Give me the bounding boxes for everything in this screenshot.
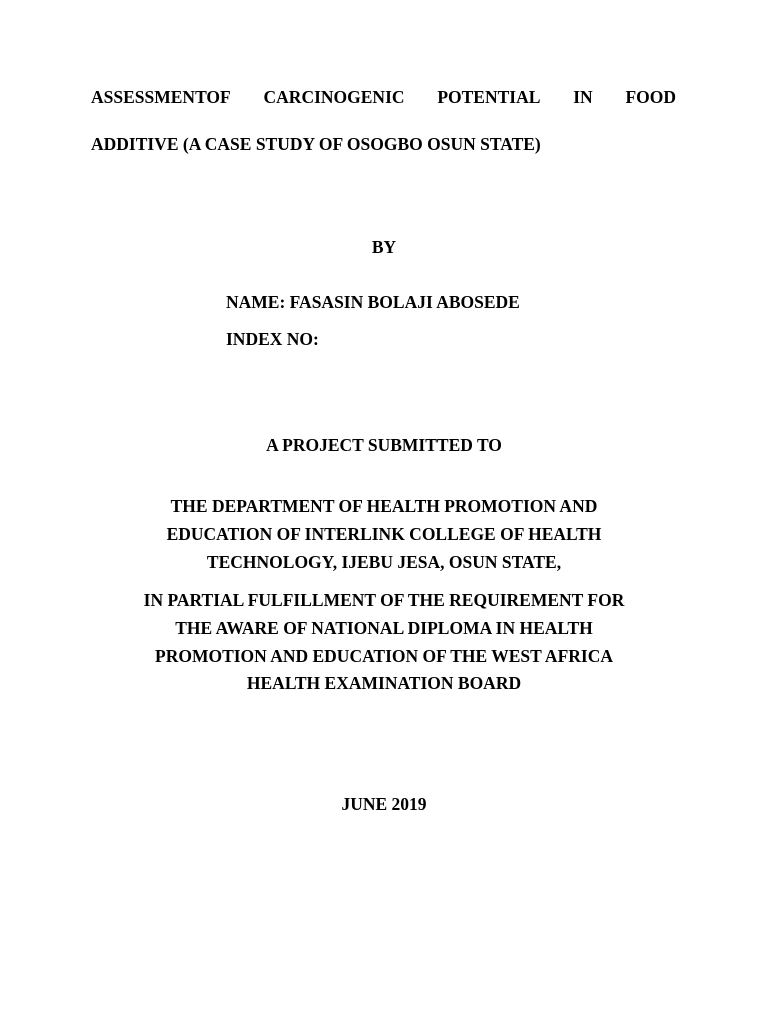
title-word: ASSESSMENTOF (91, 87, 231, 107)
fulfillment-line: HEALTH EXAMINATION BOARD (246, 673, 522, 693)
title-word: CARCINOGENIC (263, 87, 405, 107)
department-line: TECHNOLOGY, IJEBU JESA, OSUN STATE, (206, 552, 562, 572)
department-line: THE DEPARTMENT OF HEALTH PROMOTION AND (170, 496, 598, 516)
fulfillment-line: PROMOTION AND EDUCATION OF THE WEST AFRICA (155, 646, 613, 666)
fulfillment-line: THE AWARE OF NATIONAL DIPLOMA IN HEALTH (175, 618, 593, 638)
submission-date: JUNE 2019 (341, 794, 427, 814)
title-word: IN (573, 87, 593, 107)
index-number: INDEX NO: (226, 329, 319, 349)
fulfillment-line: IN PARTIAL FULFILLMENT OF THE REQUIREMENT FOR (143, 590, 625, 610)
title-word: FOOD (625, 87, 676, 107)
title-word: POTENTIAL (437, 87, 541, 107)
title-line-2: ADDITIVE (A CASE STUDY OF OSOGBO OSUN STATE) (91, 134, 541, 154)
submission-intro: A PROJECT SUBMITTED TO (266, 435, 502, 455)
author-name: NAME: FASASIN BOLAJI ABOSEDE (226, 292, 520, 312)
department-line: EDUCATION OF INTERLINK COLLEGE OF HEALTH (166, 524, 602, 544)
title-line-1 (91, 89, 676, 107)
by-label: BY (371, 237, 397, 257)
